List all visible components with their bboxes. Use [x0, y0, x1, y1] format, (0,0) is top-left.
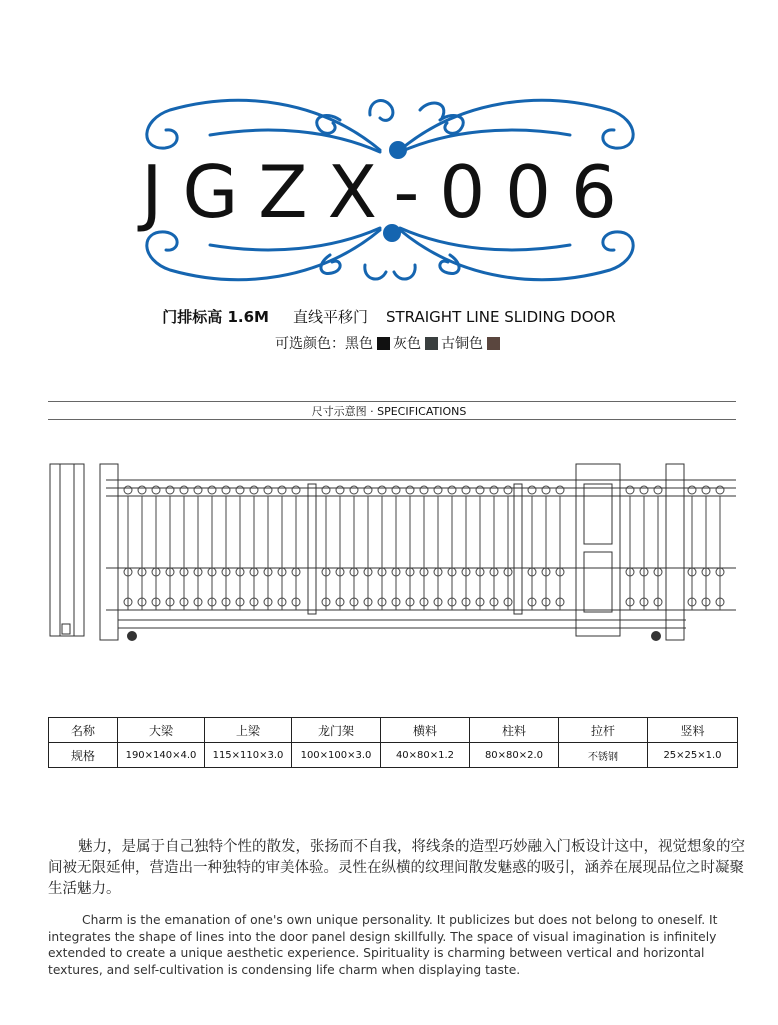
color-swatch-grey	[425, 337, 438, 350]
spec-value-cell: 100×100×3.0	[292, 743, 381, 768]
product-subtitle	[0, 306, 778, 327]
spec-header-cell: 竖料	[648, 718, 738, 743]
spec-value-cell: 25×25×1.0	[648, 743, 738, 768]
spec-divider-bottom	[48, 419, 736, 420]
spec-header-cell: 横料	[381, 718, 470, 743]
type-en: STRAIGHT LINE SLIDING DOOR	[386, 308, 616, 326]
spec-header-cell: 大梁	[118, 718, 205, 743]
spec-header-cell: 龙门架	[292, 718, 381, 743]
spec-header-row	[49, 718, 738, 743]
color-option-grey: 灰色	[393, 336, 421, 352]
model-title: JGZX-006	[141, 150, 637, 234]
description-en-text: Charm is the emanation of one's own unique personality. It publicizes but does not belong to oneself. It integrates the shape of lines into the door panel design skillfully. The space of visual imagination is infinitely extended to create a unique aesthetic experience. Spirituality is charming between vertical and horizontal textures, and self-cultivation is condensing life charm when displaying taste.	[48, 913, 718, 977]
color-options	[0, 333, 778, 353]
description-en	[48, 912, 738, 978]
spec-value-cell: 不锈钢	[559, 743, 648, 768]
description-cn-text: 魅力，是属于自己独特个性的散发，张扬而不自我，将线条的造型巧妙融入门板设计这中，视觉想象的空间被无限延伸，营造出一种独特的审美体验。灵性在纵横的纹理间散发魅惑的吸引，涵养在展现品位之时凝聚生活魅力。	[48, 839, 745, 897]
height-label: 门排标高 1.6M	[162, 308, 269, 326]
spec-header-cell: 上梁	[205, 718, 292, 743]
spec-value-cell: 40×80×1.2	[381, 743, 470, 768]
spec-divider-top	[48, 401, 736, 402]
spec-header-cell: 拉杆	[559, 718, 648, 743]
color-option-bronze: 古铜色	[441, 336, 483, 352]
description-cn	[48, 837, 748, 900]
spec-table	[48, 717, 738, 768]
colors-prefix: 可选颜色：	[275, 336, 345, 352]
color-option-black: 黑色	[345, 336, 373, 352]
spec-value-cell: 190×140×4.0	[118, 743, 205, 768]
color-swatch-black	[377, 337, 390, 350]
type-cn: 直线平移门	[292, 308, 368, 326]
spec-section-title: 尺寸示意图 · SPECIFICATIONS	[311, 405, 467, 418]
spec-header-cell: 柱料	[470, 718, 559, 743]
spec-value-row	[49, 743, 738, 768]
spec-value-cell: 80×80×2.0	[470, 743, 559, 768]
spec-value-cell: 规格	[49, 743, 118, 768]
gate-illustration	[46, 460, 736, 645]
spec-header-cell: 名称	[49, 718, 118, 743]
color-swatch-bronze	[487, 337, 500, 350]
spec-value-cell: 115×110×3.0	[205, 743, 292, 768]
